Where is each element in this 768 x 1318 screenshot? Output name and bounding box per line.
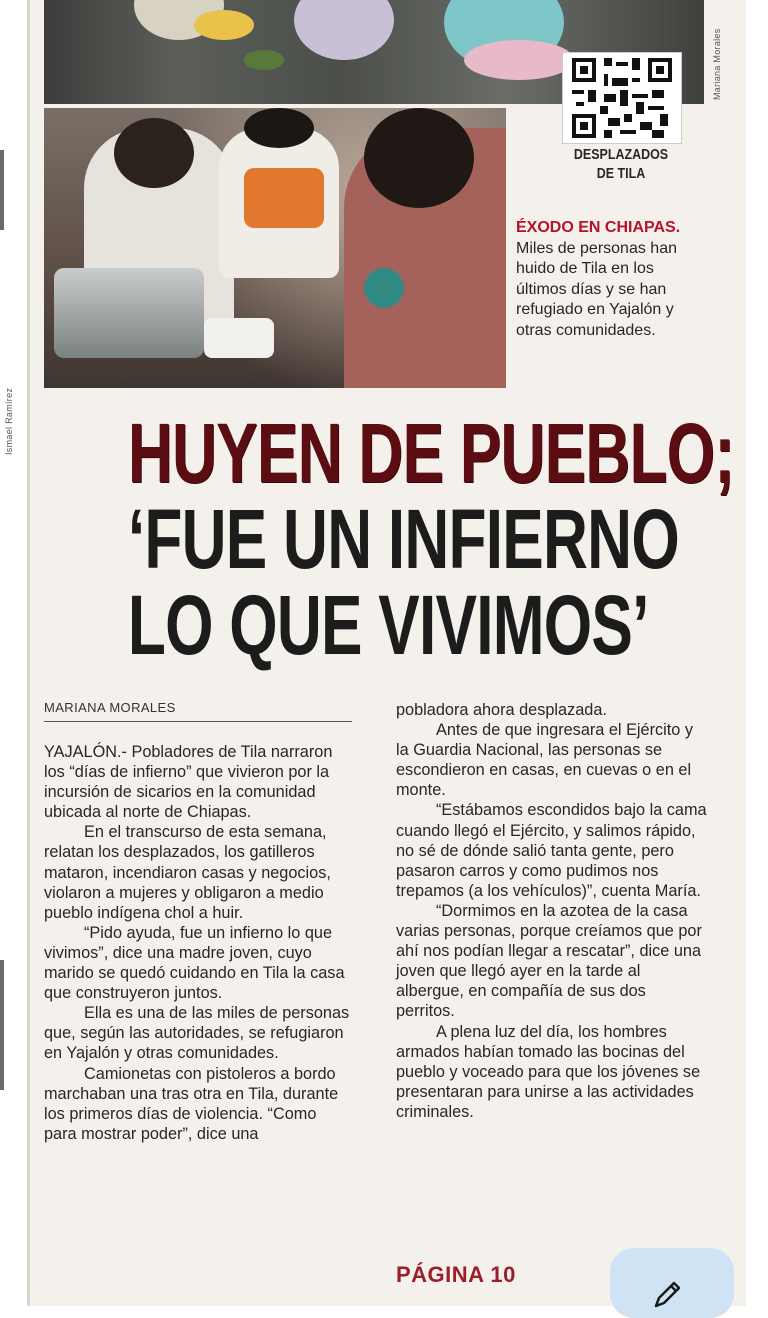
qr-caption-line2: DE TILA (596, 166, 646, 182)
paragraph: Ella es una de las miles de personas que, según las autoridades, se refugiaron en Yajalón y otras comunidades. (44, 1004, 350, 1063)
qr-code[interactable] (562, 52, 682, 144)
caption-text: Miles de personas han huido de Tila en los últimos días y se han refugiado en Yajalón y otras comunidades. (516, 239, 677, 339)
paragraph: A plena luz del día, los hombres armados habían tomado las bocinas del pueblo y voceado para que los jóvenes se presentaran para unirse a las actividades criminales. (396, 1022, 701, 1121)
page-margin-left (0, 0, 30, 1306)
photo-women-serving-food (44, 108, 506, 388)
photo-credit-top: Mariana Morales (712, 28, 722, 100)
paragraph: “Pido ayuda, fue un infierno lo que vivimos”, dice una madre joven, cuyo marido se quedó cuidando en Tila la casa que construyeron juntos. (44, 923, 345, 1003)
edit-button[interactable] (610, 1248, 734, 1318)
paragraph: En el transcurso de esta semana, relatan los desplazados, los gatilleros mataron, incendiaron casas y negocios, violaron a mujeres y obligaron a medio pueblo indígena chol a huir. (44, 823, 331, 922)
paragraph: Antes de que ingresara el Ejército y la Guardia Nacional, las personas se escondieron en casas, en cuevas o en el monte. (396, 721, 694, 800)
qr-caption (565, 146, 677, 184)
page-reference: PÁGINA 10 (396, 1262, 516, 1287)
headline (40, 406, 735, 672)
page-edge-mark (0, 1030, 4, 1090)
headline-line2: ‘FUE UN INFIERNO (127, 492, 679, 586)
article-column-2 (396, 700, 708, 1122)
page-margin-right (746, 0, 768, 1306)
caption-kicker: ÉXODO EN CHIAPAS. (516, 219, 681, 236)
paragraph: Camionetas con pistoleros a bordo marchaban una tras otra en Tila, durante los primeros días de violencia. “Como para mostrar poder”, dice una (44, 1064, 339, 1143)
photo-caption (516, 218, 708, 342)
page-edge-mark (0, 150, 4, 230)
page-edge-mark (0, 960, 4, 1040)
headline-line1: HUYEN DE PUEBLO; (127, 406, 735, 500)
qr-caption-line1: DESPLAZADOS (573, 147, 669, 163)
byline: MARIANA MORALES (44, 700, 352, 722)
paragraph: “Estábamos escondidos bajo la cama cuando llegó el Ejército, y salimos rápido, no sé de dónde salió tanta gente, pero pasaron carros y como pudimos nos trepamos (a los vehículos)”, cuenta María. (396, 801, 707, 900)
paragraph: “Dormimos en la azotea de la casa varias personas, porque creíamos que por ahí nos podían llegar a rescatar”, dice una joven que llegó ayer en la tarde al albergue, en compañía de sus dos perritos. (396, 901, 702, 1021)
paragraph: YAJALÓN.- Pobladores de Tila narraron los “días de infierno” que vivieron por la incursión de sicarios en la comunidad ubicada al norte de Chiapas. (44, 743, 333, 822)
article-column-1 (44, 742, 352, 1144)
qr-code-icon (572, 58, 672, 138)
paragraph: pobladora ahora desplazada. (396, 701, 607, 719)
pen-icon (650, 1276, 686, 1312)
photo-credit-left: Ismael Ramírez (4, 387, 14, 455)
headline-line3: LO QUE VIVIMOS’ (127, 578, 649, 672)
